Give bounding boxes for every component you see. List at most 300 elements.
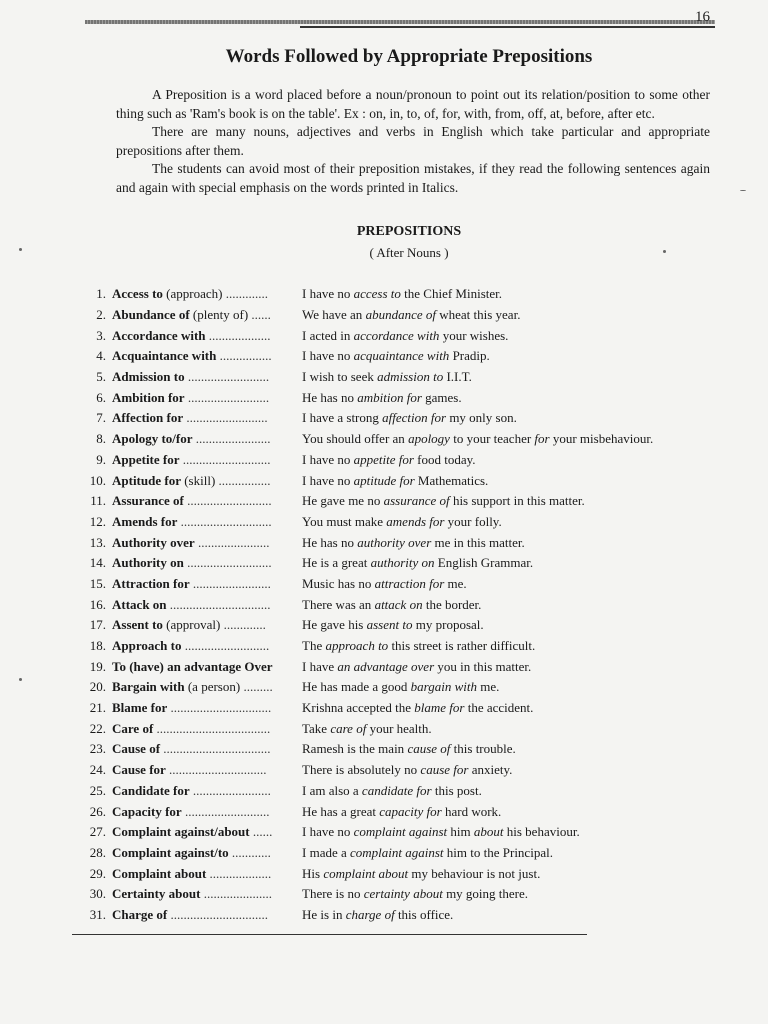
preposition-phrase: certainty about: [363, 886, 443, 902]
sentence-text: wheat this year.: [435, 307, 521, 323]
entry-term: [112, 555, 294, 571]
entry-term: [112, 783, 294, 799]
section-subtitle: ( After Nouns ): [369, 245, 449, 260]
term-word: Complaint against/to: [112, 844, 229, 860]
preposition-phrase: bargain with: [410, 679, 478, 695]
entry-number: 30.: [89, 886, 106, 902]
example-sentence: [294, 824, 580, 840]
sentence-text: food today.: [413, 451, 476, 467]
leader-dots: ......: [249, 824, 273, 840]
sentence-text: this office.: [394, 906, 454, 922]
term-note: (a person): [184, 679, 241, 695]
preposition-phrase: capacity for: [379, 803, 442, 819]
list-item: [78, 843, 718, 864]
entry-number: 28.: [89, 844, 106, 860]
leader-dots: ...................: [206, 865, 272, 881]
term-word: Bargain with: [112, 679, 185, 695]
preposition-phrase: appetite for: [353, 451, 414, 467]
entry-number: 17.: [89, 617, 106, 633]
term-note: (approach): [162, 286, 223, 302]
entry-term: [112, 659, 294, 675]
entry-number: 7.: [96, 410, 106, 426]
entry-term: [112, 431, 294, 447]
leader-dots: .............: [222, 286, 268, 302]
example-sentence: [294, 514, 502, 530]
preposition-phrase: cause for: [420, 762, 469, 778]
preposition-phrase: for: [534, 431, 550, 447]
example-sentence: [294, 307, 520, 323]
preposition-phrase: care of: [330, 720, 367, 736]
entry-number: 19.: [89, 658, 106, 674]
leader-dots: ..........................: [183, 555, 272, 571]
term-word: Aptitude for: [112, 472, 181, 488]
entry-number: 25.: [89, 782, 106, 798]
term-word: Attack on: [112, 596, 167, 612]
sentence-text: you in this matter.: [434, 658, 532, 674]
leader-dots: ............................: [177, 513, 272, 529]
sentence-text: He has a great: [302, 803, 380, 819]
sentence-text: He gave his: [302, 617, 367, 633]
entry-term: [112, 824, 294, 840]
sentence-text: There is no: [302, 886, 364, 902]
example-sentence: [294, 328, 508, 344]
scan-speck: [740, 190, 746, 191]
leader-dots: .......................: [192, 431, 271, 447]
sentence-text: the Chief Minister.: [400, 286, 503, 302]
entry-number: 16.: [89, 596, 106, 612]
term-word: Cause of: [112, 741, 161, 757]
sentence-text: He gave me no: [302, 493, 384, 509]
scan-speck: [19, 678, 22, 681]
entry-number: 11.: [90, 493, 106, 509]
term-word: Assurance of: [112, 493, 184, 509]
leader-dots: ...............................: [167, 700, 272, 716]
example-sentence: [294, 390, 462, 406]
example-sentence: [294, 535, 525, 551]
entry-term: [112, 307, 294, 323]
example-sentence: [294, 555, 533, 571]
leader-dots: ............: [228, 844, 271, 860]
entry-number: 22.: [89, 720, 106, 736]
entry-term: [112, 286, 294, 302]
preposition-phrase: charge of: [345, 906, 395, 922]
sentence-text: your folly.: [444, 513, 502, 529]
leader-dots: .........................: [184, 389, 270, 405]
entry-number: 20.: [89, 679, 106, 695]
example-sentence: [294, 783, 482, 799]
term-note: (skill): [180, 472, 216, 488]
sentence-text: I have no: [302, 451, 354, 467]
list-item: [78, 450, 718, 471]
sentence-text: You must make: [302, 513, 387, 529]
list-item: [78, 346, 718, 367]
leader-dots: ..............................: [167, 906, 268, 922]
intro-paragraph: The students can avoid most of their preposition mistakes, if they read the following sentences again and again with special emphasis on the words printed in Italics.: [116, 161, 710, 195]
entry-number: 3.: [96, 327, 106, 343]
sentence-text: I acted in: [302, 327, 354, 343]
leader-dots: .....................: [200, 886, 272, 902]
entry-term: [112, 328, 294, 344]
sentence-text: Mathematics.: [414, 472, 489, 488]
term-word: Assent to: [112, 617, 163, 633]
entry-number: 10.: [89, 472, 106, 488]
preposition-phrase: authority over: [357, 534, 432, 550]
entry-number: 23.: [89, 741, 106, 757]
sentence-text: my only son.: [446, 410, 517, 426]
preposition-phrase: abundance of: [365, 307, 436, 323]
example-sentence: [294, 907, 453, 923]
entry-term: [112, 348, 294, 364]
preposition-phrase: cause of: [407, 741, 451, 757]
sentence-text: this trouble.: [450, 741, 516, 757]
preposition-phrase: accordance with: [353, 327, 440, 343]
list-item: [78, 470, 718, 491]
sentence-text: his support in this matter.: [449, 493, 585, 509]
term-word: Authority over: [112, 534, 195, 550]
term-word: Admission to: [112, 369, 185, 385]
example-sentence: [294, 493, 585, 509]
sentence-text: your wishes.: [439, 327, 509, 343]
term-word: Attraction for: [112, 575, 190, 591]
sentence-text: I have: [302, 658, 338, 674]
entry-number: 6.: [96, 389, 106, 405]
preposition-phrase: acquaintance with: [353, 348, 450, 364]
list-item: [78, 553, 718, 574]
entry-term: [112, 535, 294, 551]
list-item: [78, 905, 718, 926]
intro-paragraph: There are many nouns, adjectives and verbs in English which take particular and appropriate prepositions after them.: [116, 124, 710, 158]
preposition-phrase: candidate for: [361, 782, 432, 798]
term-word: Candidate for: [112, 782, 190, 798]
sentence-text: anxiety.: [468, 762, 513, 778]
preposition-phrase: blame for: [414, 700, 465, 716]
list-item: [78, 636, 718, 657]
example-sentence: [294, 638, 535, 654]
sentence-text: I made a: [302, 844, 351, 860]
entry-term: [112, 638, 294, 654]
sentence-text: the border.: [422, 596, 482, 612]
entry-number: 26.: [89, 803, 106, 819]
footer-rule: [72, 934, 587, 935]
example-sentence: [294, 700, 533, 716]
entry-term: [112, 762, 294, 778]
sentence-text: He is a great: [302, 555, 371, 571]
term-word: Certainty about: [112, 886, 201, 902]
sentence-text: the accident.: [464, 700, 534, 716]
list-item: [78, 884, 718, 905]
entry-number: 9.: [96, 451, 106, 467]
example-sentence: [294, 452, 476, 468]
section-title: PREPOSITIONS: [356, 224, 462, 239]
example-sentence: [294, 431, 653, 447]
list-item: [78, 760, 718, 781]
leader-dots: ..............................: [165, 762, 267, 778]
leader-dots: .........................: [183, 410, 268, 426]
term-word: Complaint against/about: [112, 824, 250, 840]
preposition-phrase: authority on: [370, 555, 435, 571]
leader-dots: ..........................: [183, 493, 272, 509]
sentence-text: His: [302, 865, 324, 881]
entry-term: [112, 700, 294, 716]
entry-number: 8.: [96, 431, 106, 447]
sentence-text: games.: [421, 389, 462, 405]
entry-term: [112, 369, 294, 385]
sentence-text: I.I.T.: [443, 369, 472, 385]
preposition-phrase: aptitude for: [353, 472, 415, 488]
sentence-text: There was an: [302, 596, 375, 612]
sentence-text: Ramesh is the main: [302, 741, 408, 757]
sentence-text: He has no: [302, 534, 358, 550]
preposition-phrase: assent to: [366, 617, 413, 633]
entry-number: 14.: [89, 555, 106, 571]
entry-term: [112, 390, 294, 406]
term-word: Approach to: [112, 638, 182, 654]
list-item: [78, 822, 718, 843]
term-word: To (have) an advantage Over: [112, 658, 273, 674]
sentence-text: your health.: [366, 720, 432, 736]
sentence-text: I have a strong: [302, 410, 383, 426]
sentence-text: his behaviour.: [503, 824, 580, 840]
leader-dots: .........................: [184, 369, 270, 385]
term-word: Apology to/for: [112, 431, 193, 447]
preposition-phrase: approach to: [325, 638, 389, 654]
entry-term: [112, 473, 294, 489]
leader-dots: .........: [240, 679, 273, 695]
entry-number: 31.: [89, 906, 106, 922]
example-sentence: [294, 576, 467, 592]
header-rule: [85, 20, 715, 24]
entry-term: [112, 493, 294, 509]
example-sentence: [294, 886, 528, 902]
term-word: Accordance with: [112, 327, 206, 343]
term-word: Charge of: [112, 906, 168, 922]
leader-dots: .............: [220, 617, 266, 633]
sentence-text: me.: [477, 679, 500, 695]
sentence-text: to your teacher: [449, 431, 535, 447]
example-sentence: [294, 762, 512, 778]
sentence-text: Music has no: [302, 575, 375, 591]
entry-term: [112, 679, 294, 695]
example-sentence: [294, 659, 531, 675]
term-word: Complaint about: [112, 865, 207, 881]
list-item: [78, 718, 718, 739]
entry-number: 24.: [89, 762, 106, 778]
sentence-text: my proposal.: [412, 617, 484, 633]
sentence-text: I wish to seek: [302, 369, 378, 385]
preposition-phrase: attraction for: [374, 575, 445, 591]
term-word: Blame for: [112, 700, 168, 716]
sentence-text: I have no: [302, 286, 354, 302]
leader-dots: ......................: [194, 534, 270, 550]
sentence-text: me in this matter.: [431, 534, 525, 550]
example-sentence: [294, 679, 499, 695]
example-sentence: [294, 721, 432, 737]
term-word: Acquaintance with: [112, 348, 217, 364]
term-word: Appetite for: [112, 451, 180, 467]
entry-term: [112, 845, 294, 861]
term-word: Cause for: [112, 762, 166, 778]
entry-term: [112, 907, 294, 923]
sentence-text: He has made a good: [302, 679, 411, 695]
list-item: [78, 387, 718, 408]
example-sentence: [294, 286, 502, 302]
leader-dots: ...........................: [179, 451, 271, 467]
intro-paragraph: A Preposition is a word placed before a noun/pronoun to point out its relation/position to some other thing such as 'Ram's book is on the table'. Ex : on, in, to, of, for, with, from, off, at, before, after etc.: [116, 87, 710, 121]
example-sentence: [294, 597, 481, 613]
entry-term: [112, 452, 294, 468]
entry-term: [112, 514, 294, 530]
scan-speck: [663, 250, 666, 253]
list-item: [78, 739, 718, 760]
list-item: [78, 532, 718, 553]
leader-dots: ..........................: [181, 638, 270, 654]
leader-dots: ................: [216, 348, 272, 364]
term-word: Amends for: [112, 513, 178, 529]
entry-number: 4.: [96, 348, 106, 364]
list-item: [78, 284, 718, 305]
entry-term: [112, 886, 294, 902]
term-note: (plenty of): [189, 307, 249, 323]
entry-number: 18.: [89, 638, 106, 654]
example-sentence: [294, 804, 501, 820]
preposition-phrase: an advantage over: [337, 658, 435, 674]
leader-dots: ........................: [189, 782, 271, 798]
list-item: [78, 574, 718, 595]
term-word: Affection for: [112, 410, 184, 426]
sentence-text: him: [447, 824, 474, 840]
term-word: Abundance of: [112, 307, 190, 323]
entry-number: 29.: [89, 865, 106, 881]
sentence-text: my behaviour is not just.: [408, 865, 541, 881]
leader-dots: ..........................: [181, 803, 270, 819]
sentence-text: him to the Principal.: [443, 844, 553, 860]
preposition-phrase: apology: [408, 431, 450, 447]
leader-dots: ................: [215, 472, 271, 488]
entry-term: [112, 866, 294, 882]
preposition-list: [78, 284, 718, 925]
sentence-text: I have no: [302, 824, 354, 840]
entry-number: 5.: [96, 369, 106, 385]
page-number: 16: [695, 9, 710, 25]
preposition-phrase: attack on: [374, 596, 423, 612]
list-item: [78, 305, 718, 326]
preposition-phrase: ambition for: [357, 389, 422, 405]
leader-dots: .................................: [160, 741, 271, 757]
leader-dots: ........................: [189, 575, 271, 591]
preposition-phrase: complaint about: [323, 865, 409, 881]
sentence-text: He is in: [302, 906, 346, 922]
list-item: [78, 594, 718, 615]
header-rule-underline: [300, 26, 715, 28]
preposition-phrase: complaint against: [353, 824, 448, 840]
preposition-phrase: assurance of: [383, 493, 450, 509]
entry-term: [112, 741, 294, 757]
entry-number: 1.: [96, 286, 106, 302]
example-sentence: [294, 348, 490, 364]
sentence-text: You should offer an: [302, 431, 409, 447]
sentence-text: I have no: [302, 348, 354, 364]
leader-dots: ......: [248, 307, 271, 323]
entry-term: [112, 576, 294, 592]
example-sentence: [294, 845, 553, 861]
entry-term: [112, 597, 294, 613]
preposition-phrase: access to: [353, 286, 401, 302]
example-sentence: [294, 473, 488, 489]
leader-dots: ...............................: [166, 596, 271, 612]
preposition-phrase: admission to: [377, 369, 444, 385]
preposition-phrase: amends for: [386, 513, 445, 529]
example-sentence: [294, 369, 472, 385]
sentence-text: your misbehaviour.: [549, 431, 654, 447]
list-item: [78, 698, 718, 719]
list-item: [78, 325, 718, 346]
entry-term: [112, 804, 294, 820]
sentence-text: me.: [444, 575, 467, 591]
entry-term: [112, 410, 294, 426]
entry-number: 13.: [89, 534, 106, 550]
leader-dots: ...................................: [153, 720, 271, 736]
example-sentence: [294, 410, 517, 426]
list-item: [78, 781, 718, 802]
sentence-text: He has no: [302, 389, 358, 405]
sentence-text: There is absolutely no: [302, 762, 421, 778]
list-item: [78, 863, 718, 884]
sentence-text: this street is rather difficult.: [388, 638, 536, 654]
term-word: Ambition for: [112, 389, 185, 405]
term-word: Capacity for: [112, 803, 182, 819]
sentence-text: my going there.: [442, 886, 529, 902]
example-sentence: [294, 741, 516, 757]
list-item: [78, 429, 718, 450]
sentence-text: Take: [302, 720, 331, 736]
list-item: [78, 615, 718, 636]
entry-number: 2.: [96, 307, 106, 323]
preposition-phrase: affection for: [382, 410, 447, 426]
list-item: [78, 512, 718, 533]
entry-term: [112, 721, 294, 737]
term-word: Access to: [112, 286, 163, 302]
sentence-text: hard work.: [441, 803, 502, 819]
term-word: Care of: [112, 720, 154, 736]
preposition-phrase: about: [473, 824, 504, 840]
example-sentence: [294, 866, 540, 882]
sentence-text: We have an: [302, 307, 366, 323]
term-word: Authority on: [112, 555, 184, 571]
example-sentence: [294, 617, 484, 633]
list-item: [78, 677, 718, 698]
sentence-text: The: [302, 638, 326, 654]
sentence-text: English Grammar.: [434, 555, 534, 571]
preposition-phrase: complaint against: [350, 844, 444, 860]
list-item: [78, 656, 718, 677]
sentence-text: I have no: [302, 472, 354, 488]
page-title: Words Followed by Appropriate Prepositions: [225, 46, 593, 67]
entry-number: 21.: [89, 700, 106, 716]
list-item: [78, 491, 718, 512]
leader-dots: ...................: [205, 327, 271, 343]
intro-text: [116, 86, 710, 197]
sentence-text: Krishna accepted the: [302, 700, 415, 716]
sentence-text: Pradip.: [449, 348, 490, 364]
entry-number: 15.: [89, 575, 106, 591]
list-item: [78, 801, 718, 822]
list-item: [78, 367, 718, 388]
sentence-text: this post.: [431, 782, 482, 798]
entry-number: 27.: [89, 824, 106, 840]
entry-term: [112, 617, 294, 633]
list-item: [78, 408, 718, 429]
sentence-text: I am also a: [302, 782, 362, 798]
